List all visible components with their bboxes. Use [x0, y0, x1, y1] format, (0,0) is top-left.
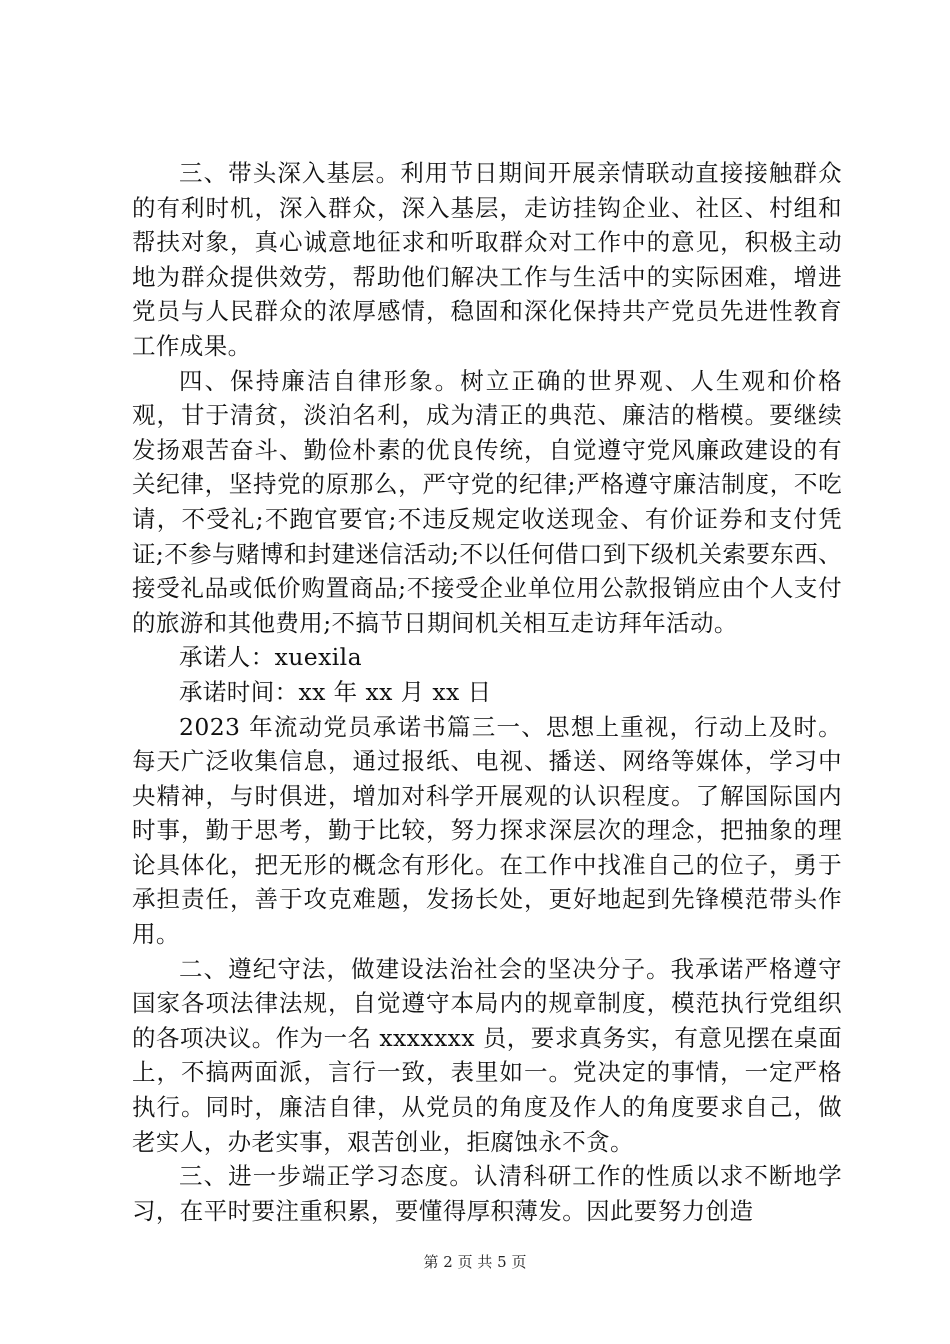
- paragraph-integrity: 四、保持廉洁自律形象。树立正确的世界观、人生观和价格观，甘于清贫，淡泊名利，成为清正的典范、廉洁的楷模。要继续发扬艰苦奋斗、勤俭朴素的优良传统，自觉遵守党风廉政建设的有关纪律，坚持党的原那么，严守党的纪律;严格遵守廉洁制度，不吃请，不受礼;不跑官要官;不违反规定收送现金、有价证券和支付凭证;不参与赌博和封建迷信活动;不以任何借口到下级机关索要东西、接受礼品或低价购置商品;不接受企业单位用公款报销应由个人支付的旅游和其他费用;不搞节日期间机关相互走访拜年活动。: [132, 366, 842, 637]
- pledger-line: 承诺人：xuexila: [179, 643, 362, 672]
- page-number: 第 2 页 共 5 页: [423, 1253, 527, 1271]
- page-footer: [0, 1252, 950, 1272]
- pledge-date-line: 承诺时间：xx 年 xx 月 xx 日: [179, 677, 492, 706]
- paragraph-community-outreach: 三、带头深入基层。利用节日期间开展亲情联动直接接触群众的有利时机，深入群众，深入基层，走访挂钩企业、社区、村组和帮扶对象，真心诚意地征求和听取群众对工作中的意见，积极主动地为群众提供效劳，帮助他们解决工作与生活中的实际困难，增进党员与人民群众的浓厚感情，稳固和深化保持共产党员先进性教育工作成果。: [132, 159, 842, 360]
- paragraph-law-abiding: 二、遵纪守法，做建设法治社会的坚决分子。我承诺严格遵守国家各项法律法规，自觉遵守本局内的规章制度，模范执行党组织的各项决议。作为一名 xxxxxxx 员，要求真务实，有意见摆在桌面上，不搞两面派，言行一致，表里如一。党决定的事情，一定严格执行。同时，廉洁自律，从党员的角度及作人的角度要求自己，做老实人，办老实事，艰苦创业，拒腐蚀永不贪。: [132, 954, 842, 1156]
- paragraph-article-three-start: 2023 年流动党员承诺书篇三一、思想上重视，行动上及时。每天广泛收集信息，通过报纸、电视、播送、网络等媒体，学习中央精神，与时俱进，增加对科学开展观的认识程度。了解国际国内时事，勤于思考，勤于比较，努力探求深层次的理念，把抽象的理论具体化，把无形的概念有形化。在工作中找准自己的位子，勇于承担责任，善于攻克难题，发扬长处，更好地起到先锋模范带头作用。: [132, 712, 842, 949]
- document-body: [132, 156, 842, 1228]
- paragraph-study-attitude: 三、进一步端正学习态度。认清科研工作的性质以求不断地学习，在平时要注重积累，要懂得厚积薄发。因此要努力创造: [132, 1162, 842, 1225]
